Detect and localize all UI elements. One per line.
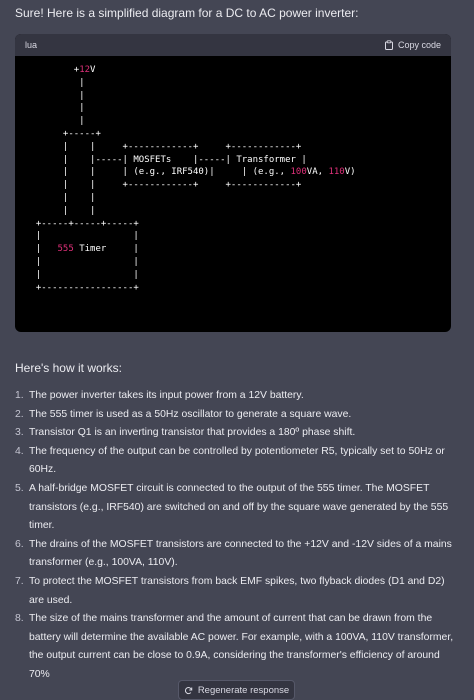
step-number: 6.	[15, 538, 24, 550]
code-text-token: VA,	[306, 167, 329, 178]
code-text-token: +	[25, 65, 80, 75]
code-block	[15, 34, 451, 332]
step-text: To protect the MOSFET transistors from back EMF spikes, two flyback diodes (D1 and D2) are used.	[29, 575, 445, 606]
step-number: 8.	[15, 613, 24, 625]
step-text: The 555 timer is used as a 50Hz oscillator to generate a square wave.	[29, 408, 352, 420]
step-number: 3.	[15, 427, 24, 439]
step-text: A half-bridge MOSFET circuit is connected to the output of the 555 timer. The MOSFET transistors (e.g., IRF540) are switched on and off by the square wave generated by the 555 timer.	[29, 482, 449, 532]
code-number-token: 100	[290, 167, 307, 178]
step-text: The size of the mains transformer and the amount of current that can be drawn from the battery will determine the available AC power. For example, with a 100VA, 110V transformer, the output current can be close to 0.9A, considering the transformer's efficiency of around 70%	[29, 613, 454, 680]
step-item	[15, 406, 455, 425]
section-title: Here's how it works:	[15, 361, 122, 375]
step-text: The drains of the MOSFET transistors are connected to the +12V and -12V sides of a mains transformer (e.g., 100VA, 110V).	[29, 538, 452, 569]
code-text-token: V) | | +------------+ +------------+ | | | | +-----+-----+-----+ | | |	[35, 167, 356, 255]
code-text-token: V | | | | +-----+ | | +------------+ +------------+ | |-----| MOSFETs |-----| Transformer | | | | (e.g., IRF540)| | (e.g.,	[62, 65, 307, 178]
code-content	[15, 56, 451, 294]
clipboard-icon	[384, 40, 394, 50]
code-number-token: 110	[328, 167, 345, 178]
step-number: 4.	[15, 445, 24, 457]
step-item	[15, 443, 455, 480]
regenerate-response-button[interactable]	[178, 680, 295, 700]
step-text: The frequency of the output can be controlled by potentiometer R5, typically set to 50Hz or 60Hz.	[29, 445, 445, 476]
steps-list	[15, 387, 455, 685]
step-number: 2.	[15, 408, 24, 420]
refresh-icon	[184, 686, 193, 695]
code-number-token: 12	[79, 65, 91, 75]
code-number-token: 555	[57, 244, 74, 255]
step-number: 1.	[15, 390, 24, 401]
step-number: 5.	[15, 482, 24, 494]
step-text: The power inverter takes its input power from a 12V battery.	[29, 390, 304, 401]
step-item	[15, 387, 455, 406]
regenerate-response-label: Regenerate response	[197, 684, 290, 696]
step-item	[15, 573, 455, 610]
intro-text: Sure! Here is a simplified diagram for a DC to AC power inverter:	[15, 6, 359, 20]
step-item	[15, 610, 455, 684]
step-item	[15, 424, 455, 443]
code-language-label: lua	[25, 40, 38, 50]
code-header	[15, 34, 451, 56]
step-number: 7.	[15, 575, 24, 587]
code-text-token: Timer | | | | | +-----------------+	[35, 244, 139, 293]
step-text: Transistor Q1 is an inverting transistor that provides a 180º phase shift.	[29, 427, 356, 439]
step-item	[15, 536, 455, 573]
step-item	[15, 480, 455, 536]
copy-code-label: Copy code	[397, 40, 441, 50]
copy-code-button[interactable]	[384, 40, 441, 50]
